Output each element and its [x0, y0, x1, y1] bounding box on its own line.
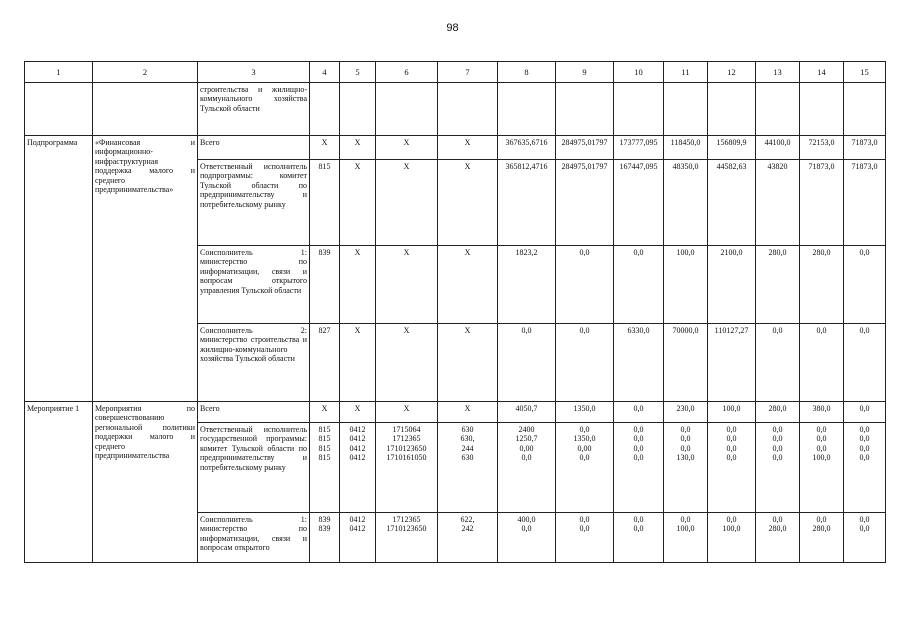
- value-cell: 70000,0: [664, 324, 708, 402]
- column-header: 8: [498, 62, 556, 83]
- value-cell: [438, 83, 498, 136]
- executor-cell: Ответственный исполнитель подпрограммы: комитет Тульской области по предпринимательству и потребительскому рынку: [198, 160, 310, 246]
- value-cell: [376, 83, 438, 136]
- value-cell: 839 839: [310, 513, 340, 563]
- column-header: 5: [340, 62, 376, 83]
- value-cell: 365812,4716: [498, 160, 556, 246]
- value-cell: [844, 83, 886, 136]
- value-cell: 43820: [756, 160, 800, 246]
- value-cell: 1715064 1712365 1710123650 1710161050: [376, 423, 438, 513]
- value-cell: [614, 83, 664, 136]
- executor-cell: Соисполнитель 1: министерство по информатизации, связи и вопросам открытого управления Тульской области: [198, 246, 310, 324]
- value-cell: 2100,0: [708, 246, 756, 324]
- column-header: 6: [376, 62, 438, 83]
- value-cell: 630 630, 244 630: [438, 423, 498, 513]
- column-header: 9: [556, 62, 614, 83]
- value-cell: 0,0: [556, 246, 614, 324]
- value-cell: 815: [310, 160, 340, 246]
- value-cell: X: [438, 402, 498, 423]
- column-header: 7: [438, 62, 498, 83]
- page-number: 98: [446, 22, 459, 34]
- table-row: [25, 402, 886, 423]
- value-cell: 71873,0: [800, 160, 844, 246]
- value-cell: 4050,7: [498, 402, 556, 423]
- value-cell: 380,0: [800, 402, 844, 423]
- value-cell: [310, 83, 340, 136]
- value-cell: 72153,0: [800, 136, 844, 160]
- value-cell: 622, 242: [438, 513, 498, 563]
- value-cell: 1712365 1710123650: [376, 513, 438, 563]
- value-cell: 0,0 280,0: [800, 513, 844, 563]
- executor-cell: строительства и жилищно-коммунального хозяйства Тульской области: [198, 83, 310, 136]
- value-cell: 156809,9: [708, 136, 756, 160]
- column-header: 11: [664, 62, 708, 83]
- value-cell: 1350,0: [556, 402, 614, 423]
- executor-cell: Всего: [198, 402, 310, 423]
- value-cell: 815 815 815 815: [310, 423, 340, 513]
- value-cell: 0,0: [844, 402, 886, 423]
- value-cell: 230,0: [664, 402, 708, 423]
- column-header: 13: [756, 62, 800, 83]
- value-cell: 280,0: [800, 246, 844, 324]
- value-cell: 48350,0: [664, 160, 708, 246]
- value-cell: [498, 83, 556, 136]
- value-cell: 0412 0412 0412 0412: [340, 423, 376, 513]
- value-cell: X: [376, 160, 438, 246]
- value-cell: 71873,0: [844, 136, 886, 160]
- value-cell: X: [340, 246, 376, 324]
- value-cell: X: [376, 324, 438, 402]
- value-cell: X: [340, 136, 376, 160]
- value-cell: X: [438, 136, 498, 160]
- program-name-cell: «Финансовая и информационно-инфраструктурная поддержка малого и среднего предпринимательства»: [93, 136, 198, 402]
- value-cell: 0,0: [614, 402, 664, 423]
- program-name-cell: Мероприятия по совершенствованию региональной политики поддержки малого и среднего предпринимательства: [93, 402, 198, 563]
- value-cell: 1823,2: [498, 246, 556, 324]
- value-cell: 6330,0: [614, 324, 664, 402]
- column-header: 10: [614, 62, 664, 83]
- header-row: [25, 62, 886, 83]
- value-cell: 400,0 0,0: [498, 513, 556, 563]
- value-cell: X: [340, 160, 376, 246]
- value-cell: 0,0 0,0 0,0 100,0: [800, 423, 844, 513]
- value-cell: 280,0: [756, 402, 800, 423]
- value-cell: 0,0 0,0 0,0 0,0: [708, 423, 756, 513]
- value-cell: X: [438, 324, 498, 402]
- value-cell: 827: [310, 324, 340, 402]
- value-cell: 0,0: [756, 324, 800, 402]
- value-cell: [800, 83, 844, 136]
- column-header: 14: [800, 62, 844, 83]
- value-cell: 173777,095: [614, 136, 664, 160]
- table-row: [25, 136, 886, 160]
- value-cell: 284975,01797: [556, 160, 614, 246]
- value-cell: 280,0: [756, 246, 800, 324]
- value-cell: 2400 1250,7 0,00 0,0: [498, 423, 556, 513]
- column-header: 15: [844, 62, 886, 83]
- value-cell: [556, 83, 614, 136]
- value-cell: X: [376, 246, 438, 324]
- executor-cell: Ответственный исполнитель государственной программы: комитет Тульской области по предпринимательству и потребительскому рынку: [198, 423, 310, 513]
- value-cell: [340, 83, 376, 136]
- executor-cell: Всего: [198, 136, 310, 160]
- value-cell: X: [340, 402, 376, 423]
- executor-cell: Соисполнитель 1: министерство по информатизации, связи и вопросам открытого: [198, 513, 310, 563]
- value-cell: 71873,0: [844, 160, 886, 246]
- column-header: 4: [310, 62, 340, 83]
- budget-table: [24, 61, 886, 563]
- executor-cell: Соисполнитель 2: министерство строительства и жилищно-коммунального хозяйства Тульской области: [198, 324, 310, 402]
- value-cell: 0,0 1350,0 0,00 0,0: [556, 423, 614, 513]
- value-cell: X: [438, 160, 498, 246]
- value-cell: X: [438, 246, 498, 324]
- value-cell: [708, 83, 756, 136]
- value-cell: 0,0: [556, 324, 614, 402]
- value-cell: 0412 0412: [340, 513, 376, 563]
- value-cell: 0,0: [800, 324, 844, 402]
- table-row: [25, 83, 886, 136]
- value-cell: 0,0 100,0: [708, 513, 756, 563]
- value-cell: 118450,0: [664, 136, 708, 160]
- value-cell: 0,0 100,0: [664, 513, 708, 563]
- value-cell: 0,0: [844, 246, 886, 324]
- value-cell: [756, 83, 800, 136]
- value-cell: 44100,0: [756, 136, 800, 160]
- program-name-cell: [93, 83, 198, 136]
- column-header: 12: [708, 62, 756, 83]
- value-cell: 367635,6716: [498, 136, 556, 160]
- value-cell: 0,0 280,0: [756, 513, 800, 563]
- value-cell: 0,0: [844, 324, 886, 402]
- value-cell: 284975,01797: [556, 136, 614, 160]
- value-cell: X: [310, 402, 340, 423]
- value-cell: 110127,27: [708, 324, 756, 402]
- value-cell: 0,0 0,0 0,0 0,0: [614, 423, 664, 513]
- value-cell: 0,0 0,0 0,0 0,0: [844, 423, 886, 513]
- column-header: 1: [25, 62, 93, 83]
- column-header: 3: [198, 62, 310, 83]
- value-cell: 839: [310, 246, 340, 324]
- value-cell: X: [340, 324, 376, 402]
- column-header: 2: [93, 62, 198, 83]
- value-cell: [664, 83, 708, 136]
- value-cell: X: [310, 136, 340, 160]
- value-cell: X: [376, 402, 438, 423]
- row-type-cell: Мероприятие 1: [25, 402, 93, 563]
- value-cell: 0,0: [498, 324, 556, 402]
- value-cell: X: [376, 136, 438, 160]
- value-cell: 0,0 0,0 0,0 130,0: [664, 423, 708, 513]
- value-cell: 0,0 0,0: [556, 513, 614, 563]
- value-cell: 100,0: [664, 246, 708, 324]
- value-cell: 100,0: [708, 402, 756, 423]
- value-cell: 0,0 0,0: [614, 513, 664, 563]
- value-cell: 0,0 0,0: [844, 513, 886, 563]
- value-cell: 44582,63: [708, 160, 756, 246]
- value-cell: 167447,095: [614, 160, 664, 246]
- row-type-cell: Подпрограмма: [25, 136, 93, 402]
- value-cell: 0,0 0,0 0,0 0,0: [756, 423, 800, 513]
- row-type-cell: [25, 83, 93, 136]
- value-cell: 0,0: [614, 246, 664, 324]
